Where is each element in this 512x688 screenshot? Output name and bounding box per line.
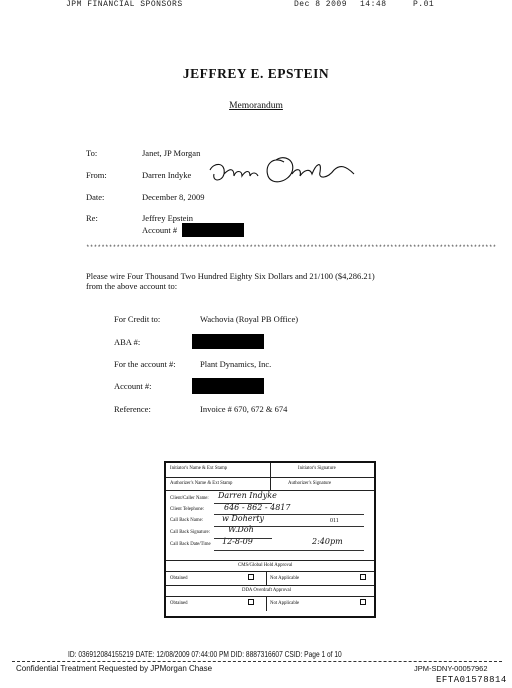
date-value: December 8, 2009 bbox=[142, 192, 205, 202]
aba-label: ABA #: bbox=[114, 337, 141, 347]
authorizer-name-label: Authorizer's Name & Ext Stamp bbox=[170, 481, 233, 486]
for-account-value: Plant Dynamics, Inc. bbox=[200, 359, 272, 369]
redaction-box bbox=[192, 378, 264, 394]
obtained-checkbox-2[interactable] bbox=[248, 599, 254, 605]
client-name-value: Darren Indyke bbox=[218, 491, 277, 500]
callback-ext: 011 bbox=[330, 518, 339, 524]
callback-sig-value: W.Doh bbox=[228, 525, 254, 534]
from-value: Darren Indyke bbox=[142, 170, 192, 180]
redaction-box bbox=[182, 223, 244, 237]
fax-sender: JPM FINANCIAL SPONSORS bbox=[66, 0, 183, 9]
fax-page: P.01 bbox=[413, 0, 435, 9]
client-name-label: Client/Caller Name: bbox=[170, 496, 209, 501]
authorizer-sig-label: Authorizer's Signature bbox=[288, 481, 332, 486]
reference-value: Invoice # 670, 672 & 674 bbox=[200, 404, 288, 414]
to-value: Janet, JP Morgan bbox=[142, 148, 201, 158]
client-phone-value: 646 - 862 - 4817 bbox=[224, 503, 291, 512]
callback-name-label: Call Back Name: bbox=[170, 518, 204, 523]
reference-label: Reference: bbox=[114, 404, 151, 414]
initiator-name-label: Initiator's Name & Ext Stamp bbox=[170, 466, 228, 471]
approval-slip bbox=[164, 461, 376, 618]
from-label: From: bbox=[86, 170, 107, 180]
not-applicable-label-2: Not Applicable bbox=[270, 601, 300, 606]
redaction-box bbox=[192, 334, 264, 349]
not-applicable-checkbox-1[interactable] bbox=[360, 574, 366, 580]
callback-date: 12-8-09 bbox=[222, 537, 253, 546]
credit-label: For Credit to: bbox=[114, 314, 161, 324]
callback-dt-label: Call Back Date/Time bbox=[170, 542, 211, 547]
obtained-checkbox-1[interactable] bbox=[248, 574, 254, 580]
obtained-label-2: Obtained bbox=[170, 601, 188, 606]
initiator-sig-label: Initiator's Signature bbox=[298, 466, 336, 471]
fax-footer: ID: 036912084155219 DATE: 12/08/2009 07:44:00 PM DID: 8887316607 CSID: Page 1 of 10 bbox=[68, 649, 342, 659]
callback-sig-label: Call Back Signature: bbox=[170, 530, 210, 535]
letterhead: JEFFREY E. EPSTEIN bbox=[182, 66, 330, 81]
re-label: Re: bbox=[86, 213, 98, 223]
client-phone-label: Client Telephone: bbox=[170, 507, 205, 512]
callback-time: 2:40pm bbox=[312, 537, 343, 546]
for-account-label: For the account #: bbox=[114, 359, 176, 369]
re-value: Jeffrey Epstein bbox=[142, 213, 194, 223]
account-number-label: Account #: bbox=[114, 381, 152, 391]
not-applicable-checkbox-2[interactable] bbox=[360, 599, 366, 605]
separator: ************************************************************************************************************ bbox=[86, 244, 497, 251]
confidential-notice: Confidential Treatment Requested by JPMorgan Chase bbox=[16, 664, 213, 673]
obtained-label-1: Obtained bbox=[170, 576, 188, 581]
callback-name-value: w Doherty bbox=[222, 514, 265, 523]
handwritten-signature bbox=[204, 152, 364, 192]
to-label: To: bbox=[86, 148, 98, 158]
credit-value: Wachovia (Royal PB Office) bbox=[200, 314, 299, 324]
divider bbox=[12, 661, 502, 662]
instruction-line-2: from the above account to: bbox=[86, 281, 178, 291]
efta-number: EFTA01578814 bbox=[436, 675, 507, 685]
fax-date: Dec 8 2009 bbox=[294, 0, 348, 9]
date-label: Date: bbox=[86, 192, 105, 202]
dda-approval-label: DDA Overdraft Approval bbox=[242, 588, 292, 593]
instruction-line-1: Please wire Four Thousand Two Hundred Eighty Six Dollars and 21/100 ($4,286.21) bbox=[86, 271, 375, 281]
account-label: Account # bbox=[142, 225, 178, 235]
cms-approval-label: CMS/Global Hold Approval bbox=[238, 563, 293, 568]
bates-number: JPM-SDNY-00057962 bbox=[414, 664, 488, 673]
fax-time: 14:48 bbox=[360, 0, 387, 9]
not-applicable-label-1: Not Applicable bbox=[270, 576, 300, 581]
memo-title: Memorandum bbox=[229, 101, 283, 111]
